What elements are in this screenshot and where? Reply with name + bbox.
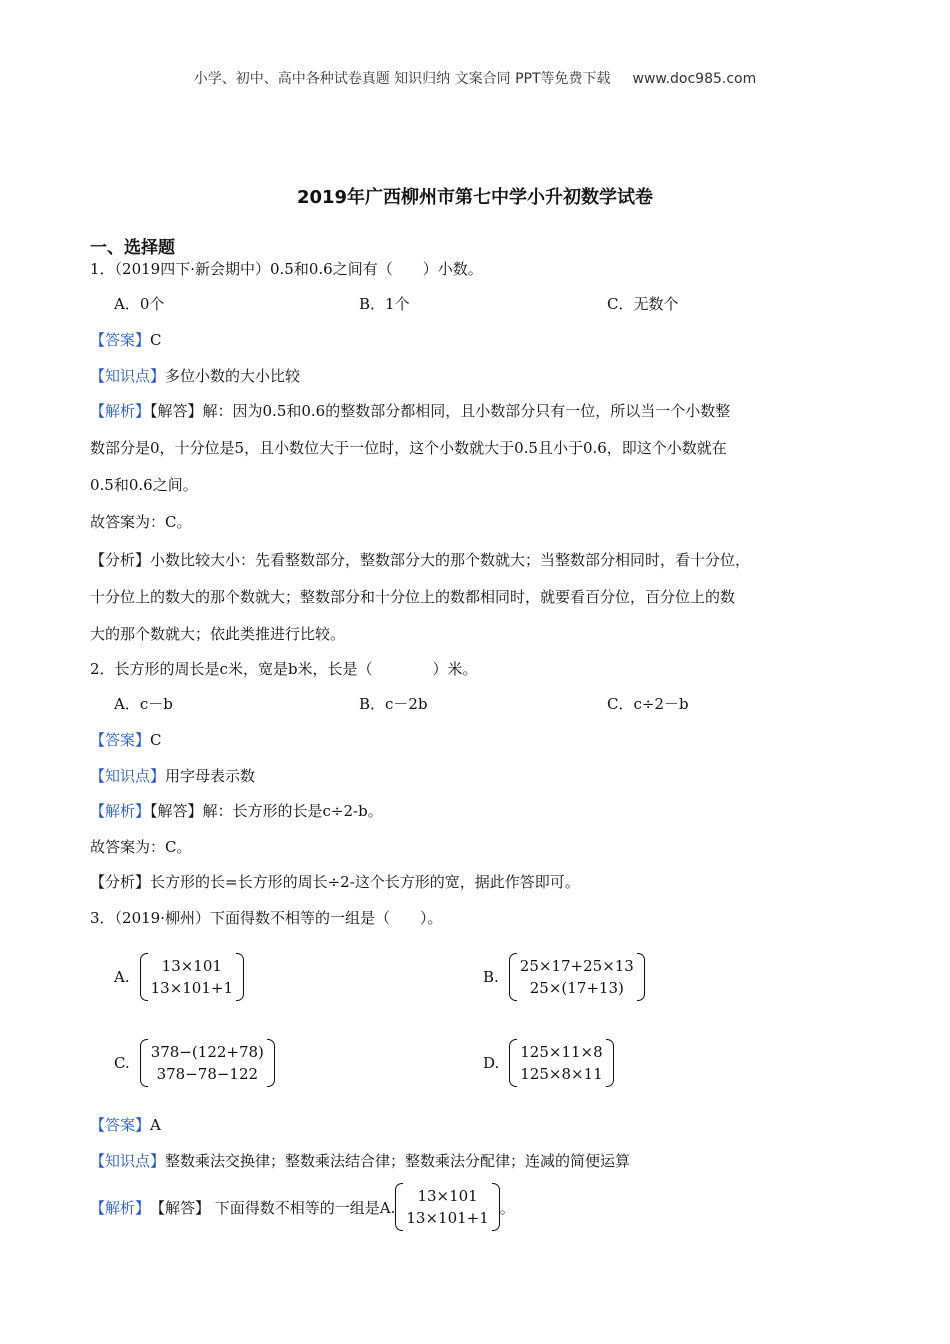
kp-tag: 【知识点】 bbox=[90, 1152, 166, 1170]
fx-tag: 【分析】 bbox=[90, 551, 151, 569]
q3-analysis bbox=[90, 1183, 515, 1231]
q3-knowledge-point bbox=[90, 1151, 630, 1171]
jx-text: 【解答】 下面得数不相等的一组是A. bbox=[150, 1198, 396, 1217]
q3-answer bbox=[90, 1115, 161, 1135]
q2-option-a: A．c－b bbox=[114, 695, 173, 713]
q3-option-a bbox=[114, 953, 244, 1001]
option-label: C. bbox=[114, 1054, 130, 1072]
fx-tag: 【分析】 bbox=[90, 873, 151, 891]
header-site-link[interactable]: www.doc985.com bbox=[632, 71, 757, 87]
q1-summary-line-2: 十分位上的数大的那个数就大；整数部分和十分位上的数都相同时，就要看百分位，百分位上的数 bbox=[90, 588, 736, 606]
kp-tag: 【知识点】 bbox=[90, 767, 166, 785]
answer-value: C bbox=[150, 731, 162, 749]
expr-top: 125×11×8 bbox=[520, 1043, 603, 1061]
jx-text: 【解答】解：长方形的长是c÷2-b。 bbox=[150, 802, 383, 820]
header-text: 小学、初中、高中各种试卷真题 知识归纳 文案合同 PPT等免费下载 bbox=[193, 71, 611, 87]
q1-analysis-line-3: 0.5和0.6之间。 bbox=[90, 476, 198, 494]
q3-stem: 3．（2019·柳州）下面得数不相等的一组是（ ）。 bbox=[90, 909, 443, 927]
expression-pair bbox=[140, 953, 244, 1001]
q1-option-c: C．无数个 bbox=[607, 295, 679, 313]
expression-pair bbox=[395, 1183, 499, 1231]
expression-pair bbox=[140, 1039, 275, 1087]
q3-option-d bbox=[483, 1039, 614, 1087]
answer-tag: 【答案】 bbox=[90, 331, 151, 349]
q1-stem: 1．（2019四下·新会期中）0.5和0.6之间有（ ）小数。 bbox=[90, 260, 483, 278]
answer-tag: 【答案】 bbox=[90, 731, 151, 749]
option-label: D. bbox=[483, 1054, 500, 1072]
answer-value: C bbox=[150, 331, 162, 349]
expr-top: 25×17+25×13 bbox=[519, 957, 634, 975]
answer-value: A bbox=[150, 1116, 161, 1134]
q2-stem: 2．长方形的周长是c米，宽是b米，长是（ ）米。 bbox=[90, 660, 478, 678]
jx-tag: 【解析】 bbox=[90, 802, 151, 820]
page-title: 2019年广西柳州市第七中学小升初数学试卷 bbox=[296, 187, 654, 208]
q3-option-b bbox=[483, 953, 645, 1001]
fx-text: 小数比较大小：先看整数部分，整数部分大的那个数就大；当整数部分相同时，看十分位， bbox=[150, 551, 751, 569]
expr-top: 378−(122+78) bbox=[150, 1043, 264, 1061]
q1-analysis-line-2: 数部分是0，十分位是5，且小数位大于一位时，这个小数就大于0.5且小于0.6，即这个小数就在 bbox=[90, 439, 727, 457]
q1-summary-line-1 bbox=[90, 550, 750, 570]
kp-value: 整数乘法交换律；整数乘法结合律；整数乘法分配律；连减的简便运算 bbox=[165, 1152, 631, 1170]
expr-bottom: 13×101+1 bbox=[150, 979, 234, 997]
q3-option-c bbox=[114, 1039, 275, 1087]
fx-text: 长方形的长=长方形的周长÷2-这个长方形的宽，据此作答即可。 bbox=[150, 873, 580, 891]
q1-option-a: A．0个 bbox=[114, 295, 165, 313]
q2-conclusion: 故答案为：C。 bbox=[90, 838, 192, 856]
q1-knowledge-point bbox=[90, 366, 300, 386]
jx-text: 【解答】解：因为0.5和0.6的整数部分都相同，且小数部分只有一位，所以当一个小数整 bbox=[150, 402, 731, 420]
section-heading: 一、选择题 bbox=[90, 238, 175, 258]
expr-bottom: 25×(17+13) bbox=[529, 979, 624, 997]
q2-option-b: B．c－2b bbox=[359, 695, 428, 713]
option-label: A. bbox=[114, 968, 130, 986]
q1-option-b: B．1个 bbox=[359, 295, 410, 313]
jx-tag: 【解析】 bbox=[90, 1198, 151, 1217]
expr-bottom: 13×101+1 bbox=[406, 1209, 489, 1227]
q2-answer bbox=[90, 730, 162, 750]
jx-end: 。 bbox=[499, 1198, 515, 1217]
option-label: B. bbox=[483, 968, 499, 986]
kp-value: 多位小数的大小比较 bbox=[165, 367, 301, 385]
kp-value: 用字母表示数 bbox=[165, 767, 256, 785]
page-header bbox=[0, 68, 950, 88]
q1-answer bbox=[90, 330, 162, 350]
q2-summary bbox=[90, 872, 580, 892]
expr-bottom: 378−78−122 bbox=[156, 1065, 259, 1083]
jx-tag: 【解析】 bbox=[90, 402, 151, 420]
q1-summary-line-3: 大的那个数就大；依此类推进行比较。 bbox=[90, 625, 346, 643]
expression-pair bbox=[509, 1039, 613, 1087]
q1-conclusion: 故答案为：C。 bbox=[90, 513, 192, 531]
q2-knowledge-point bbox=[90, 766, 255, 786]
kp-tag: 【知识点】 bbox=[90, 367, 166, 385]
answer-tag: 【答案】 bbox=[90, 1116, 151, 1134]
q2-option-c: C．c÷2－b bbox=[607, 695, 689, 713]
q1-analysis-line-1 bbox=[90, 401, 730, 421]
expr-top: 13×101 bbox=[417, 1187, 478, 1205]
expr-bottom: 125×8×11 bbox=[520, 1065, 603, 1083]
expression-pair bbox=[509, 953, 645, 1001]
q2-analysis bbox=[90, 801, 383, 821]
expr-top: 13×101 bbox=[161, 957, 222, 975]
